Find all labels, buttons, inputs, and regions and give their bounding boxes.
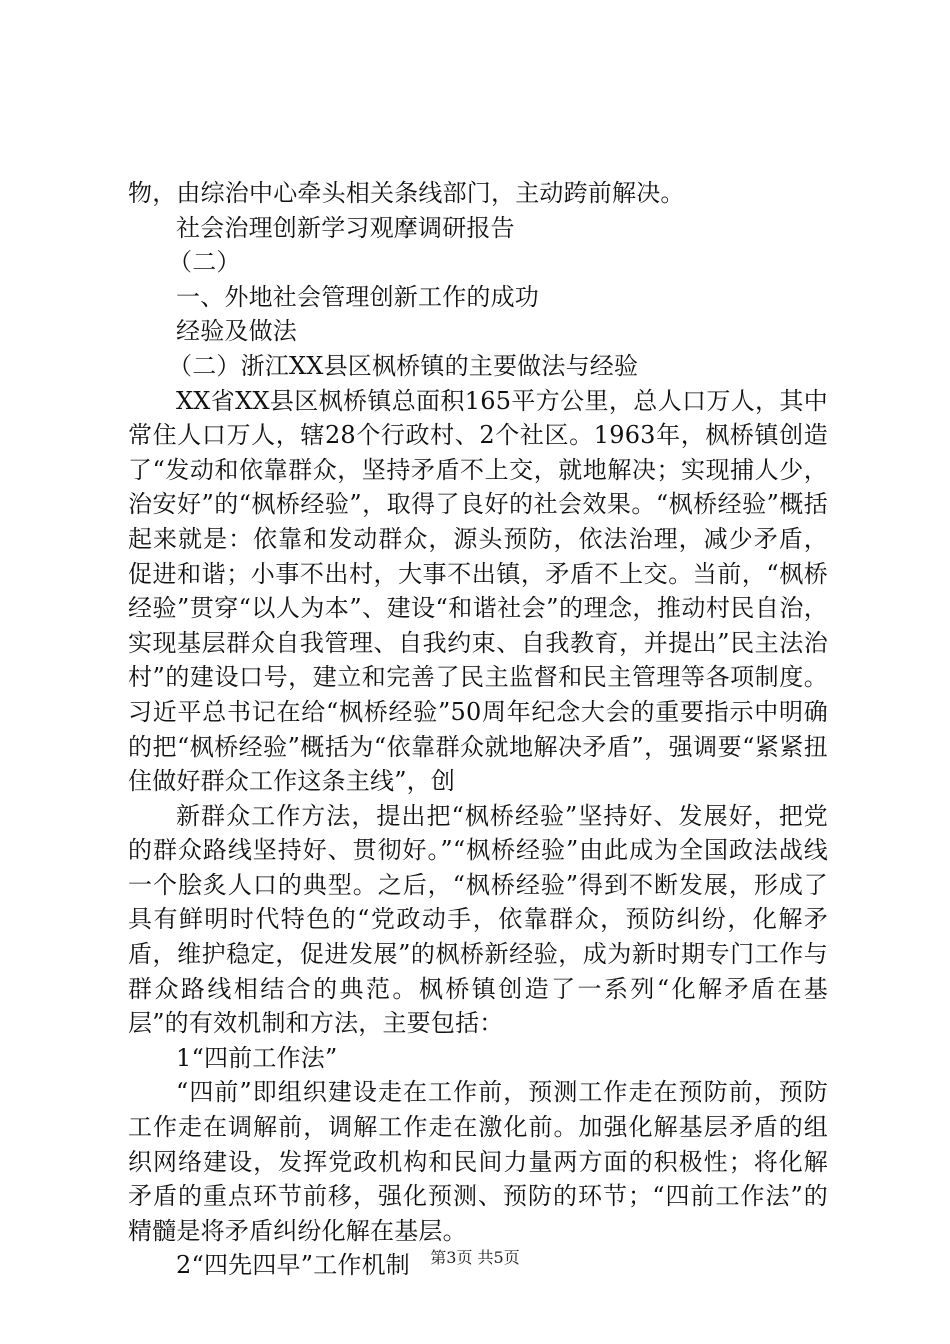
- body-paragraph: “四前”即组织建设走在工作前，预测工作走在预防前，预防工作走在调解前，调解工作走在激化前。加强化解基层矛盾的组织网络建设，发挥党政机构和民间力量两方面的积极性；将化解矛盾的重点环节前移，强化预测、预防的环节；“四前工作法”的精髓是将矛盾纠纷化解在基层。: [128, 1078, 828, 1245]
- subsection-heading: （二）浙江XX县区枫桥镇的主要做法与经验: [168, 351, 639, 380]
- section-heading: 一、外地社会管理创新工作的成功: [176, 282, 539, 311]
- section-heading-continued: 经验及做法: [176, 317, 297, 346]
- document-body: [128, 176, 828, 1283]
- body-paragraph: 新群众工作方法，提出把“枫桥经验”坚持好、发展好，把党的群众路线坚持好、贯彻好。”“枫桥经验”由此成为全国政法战线一个脍炙人口的典型。之后，“枫桥经验”得到不断发展，形成了具有鲜明时代特色的“党政动手，依靠群众，预防纠纷，化解矛盾，维护稳定，促进发展”的枫桥新经验，成为新时期专门工作与群众路线相结合的典范。枫桥镇创造了一系列“化解矛盾在基层”的有效机制和方法，主要包括：: [128, 801, 828, 1038]
- paragraph-continuation: 物，由综治中心牵头相关条线部门，主动跨前解决。: [128, 179, 685, 207]
- body-paragraph: XX省XX县区枫桥镇总面积165平方公里，总人口万人，其中常住人口万人，辖28个行政村、2个社区。1963年，枫桥镇创造了“发动和依靠群众，坚持矛盾不上交，就地解决；实现捕人少，治安好”的“枫桥经验”，取得了良好的社会效果。“枫桥经验”概括起来就是：依靠和发动群众，源头预防，依法治理，减少矛盾，促进和谐；小事不出村，大事不出镇，矛盾不上交。当前，“枫桥经验”贯穿“以人为本”、建设“和谐社会”的理念，推动村民自治，实现基层群众自我管理、自我约束、自我教育，并提出”民主法治村”的建设口号，建立和完善了民主监督和民主管理等各项制度。习近平总书记在给“枫桥经验”50周年纪念大会的重要指示中明确的把“枫桥经验”概括为“依靠群众就地解决矛盾”，强调要“紧紧扭住做好群众工作这条主线”，创: [128, 386, 828, 796]
- report-title: 社会治理创新学习观摩调研报告: [176, 213, 515, 242]
- report-subtitle: （二）: [168, 248, 241, 277]
- page-number: 第3页 共5页: [430, 1248, 520, 1267]
- item-heading: 2“四先四早”工作机制: [176, 1251, 411, 1280]
- item-heading: 1“四前工作法”: [176, 1043, 338, 1072]
